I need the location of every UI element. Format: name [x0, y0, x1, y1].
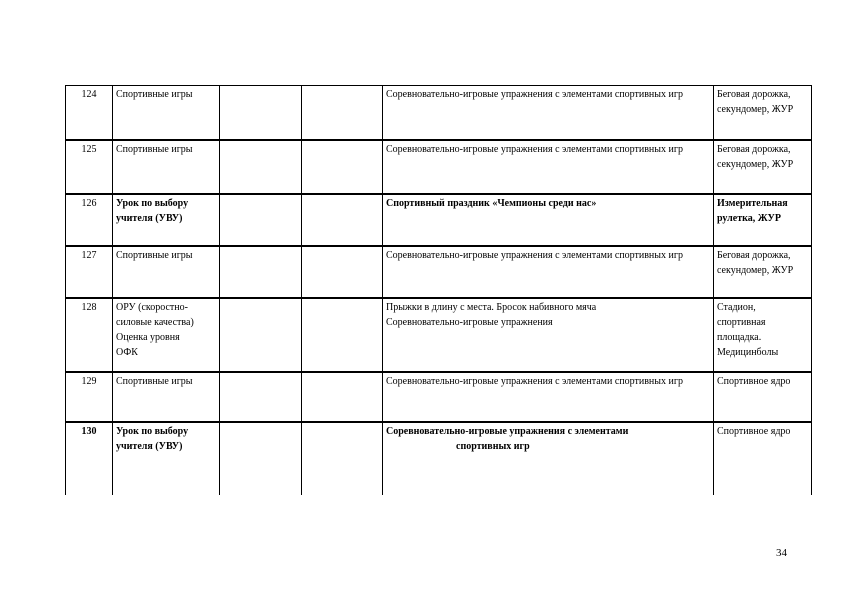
empty-cell: [220, 372, 302, 422]
equipment-line: Медицинболы: [717, 346, 779, 358]
row-equipment: Беговая дорожка, секундомер, ЖУР: [714, 140, 812, 194]
row-topic: [113, 298, 220, 372]
row-number: 128: [66, 298, 113, 372]
content-line: Прыжки в длину с места. Бросок набивного мяча: [386, 301, 597, 313]
equipment-line: Стадион,: [717, 301, 756, 313]
row-equipment: Спортивное ядро: [714, 422, 812, 495]
equipment-line: площадка.: [717, 331, 762, 343]
empty-cell: [220, 194, 302, 246]
content-line: Соревновательно-игровые упражнения: [386, 316, 553, 328]
table-row: [66, 86, 812, 140]
empty-cell: [220, 246, 302, 298]
row-topic: Урок по выбору учителя (УВУ): [113, 422, 220, 495]
row-content: Соревновательно-игровые упражнения с элементами спортивных игр: [383, 140, 714, 194]
row-content: Спортивный праздник «Чемпионы среди нас»: [383, 194, 714, 246]
row-number: 127: [66, 246, 113, 298]
empty-cell: [220, 86, 302, 140]
empty-cell: [302, 246, 383, 298]
row-equipment: Беговая дорожка, секундомер, ЖУР: [714, 246, 812, 298]
row-content: Соревновательно-игровые упражнения с элементами спортивных игр: [383, 86, 714, 140]
table-row: [66, 140, 812, 194]
row-number: 129: [66, 372, 113, 422]
row-content: [383, 422, 714, 495]
table-row: [66, 422, 812, 495]
row-topic: Спортивные игры: [113, 246, 220, 298]
table-row: [66, 246, 812, 298]
empty-cell: [302, 298, 383, 372]
row-equipment: [714, 298, 812, 372]
empty-cell: [220, 298, 302, 372]
empty-cell: [220, 140, 302, 194]
row-topic: Спортивные игры: [113, 372, 220, 422]
empty-cell: [302, 86, 383, 140]
row-content: Соревновательно-игровые упражнения с элементами спортивных игр: [383, 246, 714, 298]
equipment-line: спортивная: [717, 316, 766, 328]
topic-line: силовые качества): [116, 316, 194, 328]
row-number: 124: [66, 86, 113, 140]
row-number: 130: [66, 422, 113, 495]
row-equipment: Спортивное ядро: [714, 372, 812, 422]
topic-line: ОФК: [116, 346, 138, 358]
empty-cell: [302, 194, 383, 246]
content-line: спортивных игр: [456, 440, 530, 452]
row-topic: Спортивные игры: [113, 86, 220, 140]
row-topic: Спортивные игры: [113, 140, 220, 194]
topic-line: ОРУ (скоростно-: [116, 301, 188, 313]
table-row: [66, 298, 812, 372]
row-number: 125: [66, 140, 113, 194]
content-line: Соревновательно-игровые упражнения с элементами: [386, 425, 629, 437]
row-content: [383, 298, 714, 372]
row-number: 126: [66, 194, 113, 246]
empty-cell: [302, 140, 383, 194]
table-row: [66, 194, 812, 246]
page-number: 34: [776, 547, 787, 559]
row-equipment: Измерительная рулетка, ЖУР: [714, 194, 812, 246]
empty-cell: [302, 372, 383, 422]
table-row: [66, 372, 812, 422]
lesson-plan-table: [65, 85, 812, 495]
empty-cell: [220, 422, 302, 495]
topic-line: Оценка уровня: [116, 331, 180, 343]
empty-cell: [302, 422, 383, 495]
row-topic: Урок по выбору учителя (УВУ): [113, 194, 220, 246]
row-equipment: Беговая дорожка, секундомер, ЖУР: [714, 86, 812, 140]
row-content: Соревновательно-игровые упражнения с элементами спортивных игр: [383, 372, 714, 422]
